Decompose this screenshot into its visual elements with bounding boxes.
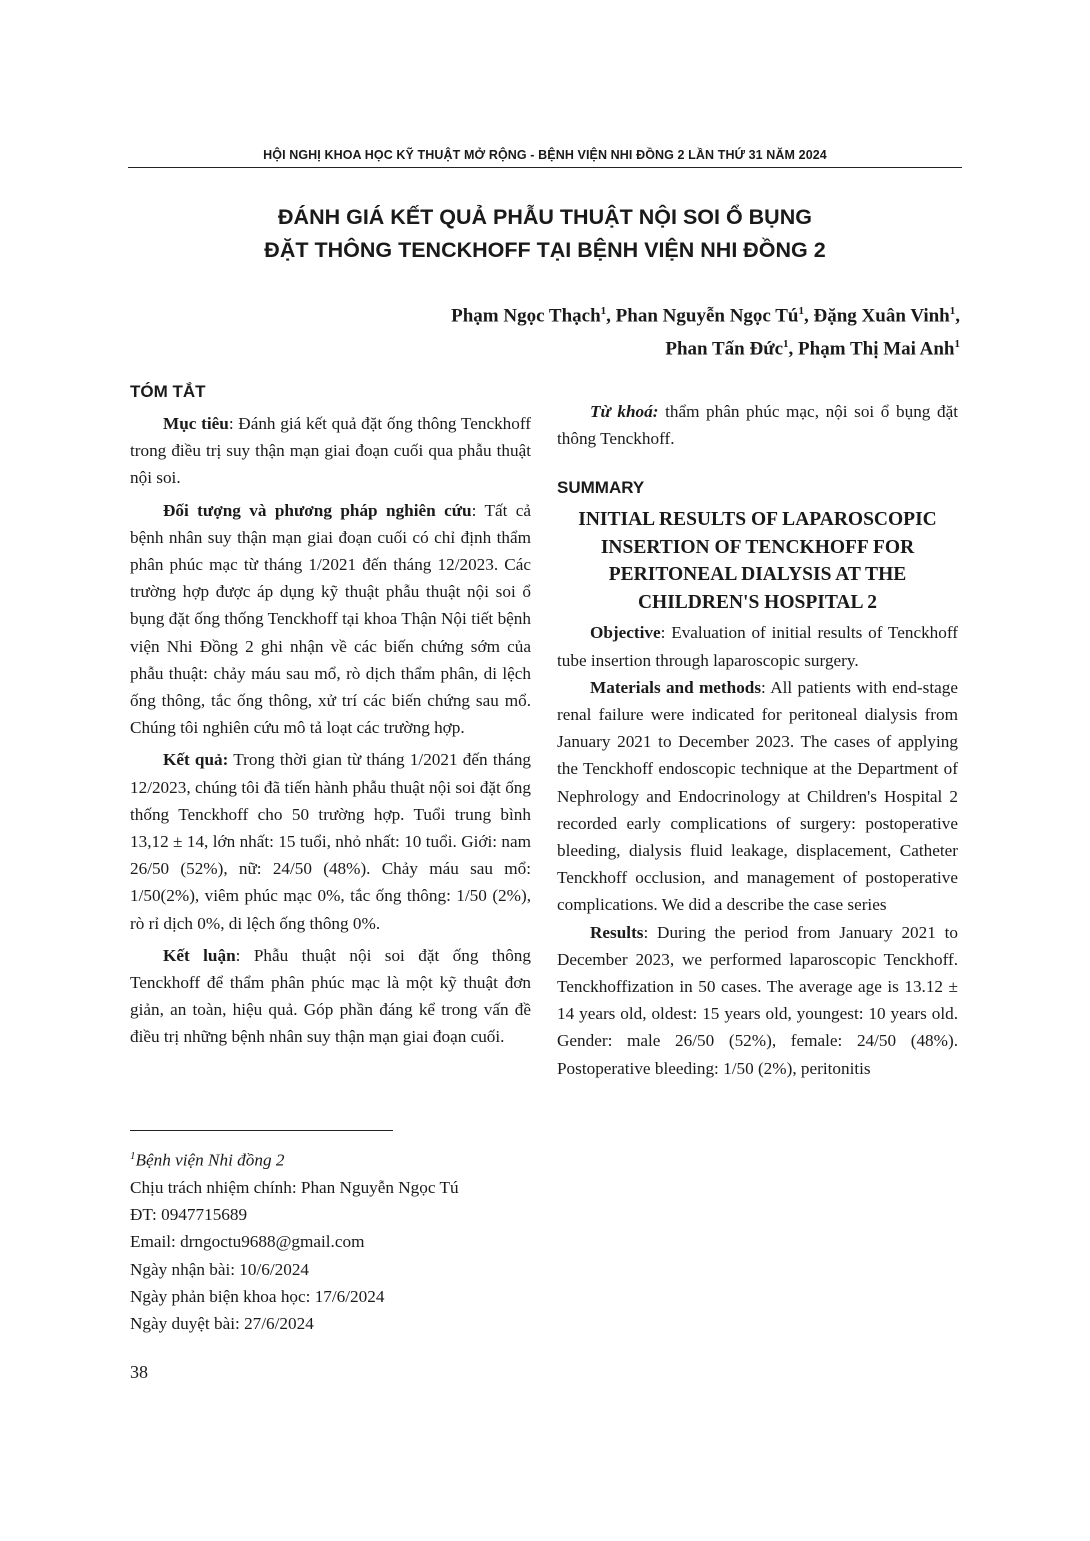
affiliation-footnote bbox=[130, 1143, 531, 1174]
author-separator: , bbox=[804, 305, 814, 327]
objective-text: : Đánh giá kết quả đặt ống thông Tenckhoff trong điều trị suy thận mạn giai đoạn cuối qua phẫu thuật nội soi. bbox=[130, 414, 531, 488]
page-number: 38 bbox=[130, 1362, 148, 1382]
date-accepted: Ngày duyệt bài: 27/6/2024 bbox=[130, 1313, 314, 1333]
keywords-paragraph bbox=[557, 398, 958, 452]
results-paragraph bbox=[130, 746, 531, 936]
conclusion-paragraph bbox=[130, 942, 531, 1051]
author-separator: , bbox=[606, 305, 616, 327]
en-objective-paragraph bbox=[557, 619, 958, 673]
author-name: Phạm Thị Mai Anh bbox=[798, 338, 955, 360]
footnote-rule bbox=[130, 1130, 393, 1131]
paper-title bbox=[128, 201, 962, 267]
affiliation-mark: 1 bbox=[949, 305, 956, 317]
phone: ĐT: 0947715689 bbox=[130, 1205, 248, 1225]
summary-title: INITIAL RESULTS OF LAPAROSCOPIC INSERTION OF TENCKHOFF FOR PERITONEAL DIALYSIS AT THE CHILDREN'S HOSPITAL 2 bbox=[578, 509, 937, 613]
title-line-2: ĐẶT THÔNG TENCKHOFF TẠI BỆNH VIỆN NHI ĐỒNG 2 bbox=[264, 238, 826, 262]
objective-paragraph bbox=[130, 410, 531, 492]
abstract-heading: TÓM TẮT bbox=[130, 382, 206, 401]
conclusion-label: Kết luận bbox=[163, 945, 236, 965]
running-header: HỘI NGHỊ KHOA HỌC KỸ THUẬT MỞ RỘNG - BỆNH VIỆN NHI ĐỒNG 2 LẦN THỨ 31 NĂM 2024 bbox=[263, 148, 827, 162]
affiliation-mark: 1 bbox=[783, 338, 789, 351]
en-methods-label: Materials and methods bbox=[590, 677, 762, 697]
en-results-paragraph bbox=[557, 919, 958, 1082]
author-name: Phạm Ngọc Thạch bbox=[451, 305, 601, 327]
author-name: Phan Tấn Đức bbox=[665, 338, 784, 360]
author-line-2 bbox=[260, 330, 960, 363]
results-text: Trong thời gian từ tháng 1/2021 đến tháng 12/2023, chúng tôi đã tiến hành phẫu thuật nội soi đặt ống thống Tenckhoff cho 50 trường hợp. Tuổi trung bình 13,12 ± 14, lớn nhất: 15 tuổi, nhỏ nhất: 10 tuổi. Giới: nam 26/50 (52%), nữ: 24/50 (48%). Chảy máu sau mổ: 1/50(2%), viêm phúc mạc 0%, tắc ống thông: 1/50 (2%), rò rỉ dịch 0%, di lệch ống thông 0%. bbox=[130, 750, 532, 933]
author-line-1 bbox=[260, 297, 960, 330]
affiliation-text: Bệnh viện Nhi đồng 2 bbox=[135, 1150, 285, 1170]
objective-label: Mục tiêu bbox=[163, 414, 229, 433]
footnotes bbox=[130, 1143, 531, 1337]
en-results-text: : During the period from January 2021 to December 2023, we performed laparoscopic Tenckhoff. Tenckhoffization in 50 cases. The average age is 13.12 ± 14 years old, oldest: 15 years old, youngest: 10 years old. Gender: male 26/50 (52%), female: 24/50 (48%). Postoperative bleeding: 1/50 (2%), peritonitis bbox=[557, 922, 958, 1078]
responsible-author: Chịu trách nhiệm chính: Phan Nguyễn Ngọc Tú bbox=[130, 1177, 459, 1197]
methods-paragraph bbox=[130, 497, 531, 742]
affiliation-mark: 1 bbox=[798, 305, 805, 317]
author-list bbox=[260, 297, 960, 364]
date-reviewed: Ngày phản biện khoa học: 17/6/2024 bbox=[130, 1286, 385, 1306]
keywords-text: thẩm phân phúc mạc, nội soi ổ bụng đặt thông Tenckhoff. bbox=[557, 402, 958, 449]
en-results-label: Results bbox=[590, 922, 644, 942]
author-separator: , bbox=[955, 305, 960, 327]
en-methods-text: : All patients with end-stage renal failure were indicated for peritoneal dialysis from January 2021 to December 2023. The cases of applying the Tenckhoff endoscopic technique at the Department of Nephrology and Endocrinology at Children's Hospital 2 recorded early complications of surgery: postoperative bleeding, dialysis fluid leakage, displacement, Catheter Tenckhoff occlusion, and management of postoperative complications. We did a describe the case series bbox=[557, 677, 958, 915]
methods-label: Đối tượng và phương pháp nghiên cứu bbox=[163, 500, 472, 520]
author-separator: , bbox=[788, 338, 799, 360]
affiliation-mark: 1 bbox=[954, 338, 960, 351]
affiliation-mark: 1 bbox=[130, 1150, 136, 1162]
author-name: Phan Nguyễn Ngọc Tú bbox=[615, 305, 799, 327]
date-received: Ngày nhận bài: 10/6/2024 bbox=[130, 1259, 310, 1279]
en-objective-label: Objective bbox=[590, 623, 661, 643]
results-label: Kết quả: bbox=[163, 750, 229, 770]
abstract-english bbox=[557, 370, 958, 1082]
author-name: Đặng Xuân Vinh bbox=[813, 305, 950, 327]
en-objective-text: : Evaluation of initial results of Tenckhoff tube insertion through laparoscopic surgery. bbox=[557, 623, 958, 670]
en-methods-paragraph bbox=[557, 674, 958, 919]
methods-text: : Tất cả bệnh nhân suy thận mạn giai đoạn cuối có chỉ định thẩm phân phúc mạc từ tháng 1/2021 đến tháng 12/2023. Các trường hợp được áp dụng kỹ thuật phẫu thuật nội soi ổ bụng đặt ống thống Tenckhoff tại khoa Thận Nội tiết bệnh viện Nhi Đồng 2 ghi nhận về các biến chứng sớm của phẫu thuật: chảy máu sau mổ, rò dịch thẩm phân, di lệch ống thông, tắc ống thông, xử trí các biến chứng sau mổ. Chúng tôi nghiên cứu mô tả loạt các trường hợp. bbox=[130, 500, 532, 738]
summary-heading: SUMMARY bbox=[557, 478, 645, 498]
abstract-vietnamese bbox=[130, 370, 531, 1051]
email: Email: drngoctu9688@gmail.com bbox=[130, 1232, 365, 1252]
title-line-1: ĐÁNH GIÁ KẾT QUẢ PHẪU THUẬT NỘI SOI Ổ BỤNG bbox=[278, 205, 812, 229]
affiliation-mark: 1 bbox=[600, 305, 607, 317]
conclusion-text: : Phẫu thuật nội soi đặt ống thông Tenckhoff để thẩm phân phúc mạc là một kỹ thuật đơn giản, an toàn, hiệu quả. Góp phần đáng kể trong vấn đề điều trị những bệnh nhân suy thận mạn giai đoạn cuối. bbox=[130, 945, 531, 1047]
keywords-label: Từ khoá: bbox=[590, 402, 659, 421]
header-rule bbox=[128, 167, 962, 168]
